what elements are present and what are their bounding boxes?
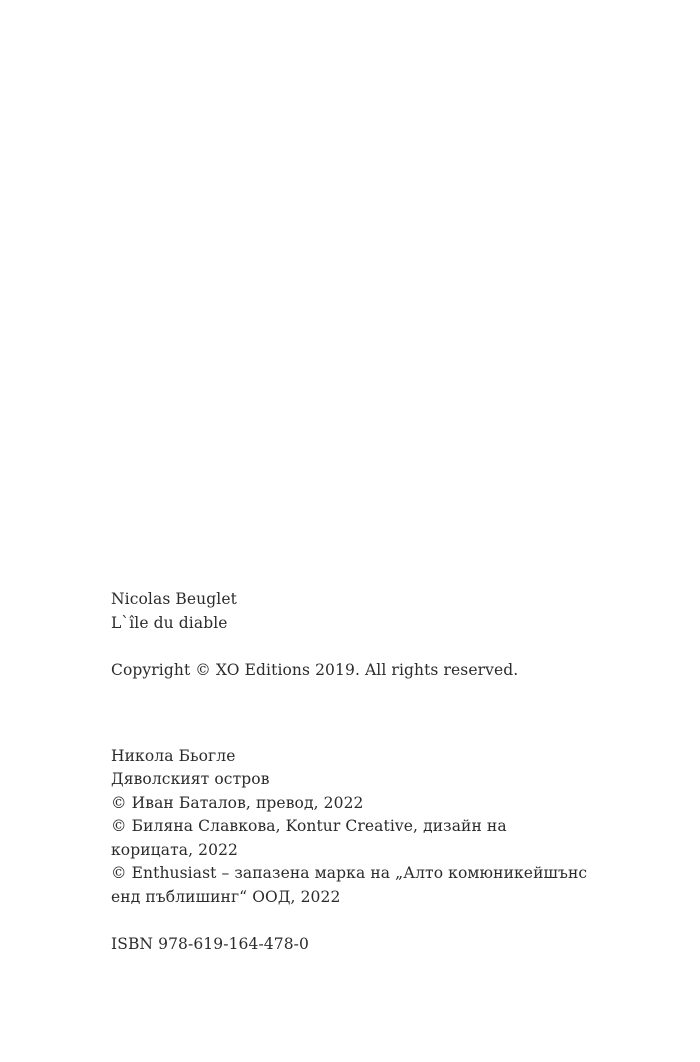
spacer — [111, 909, 671, 933]
original-author: Nicolas Beuglet — [111, 590, 237, 608]
spacer — [111, 683, 671, 745]
isbn-info — [111, 933, 671, 957]
publisher-credit-line-1: © Enthusiast – запазена марка на „Алто комюникейшънс — [111, 864, 588, 882]
publisher-credit-line-2: енд пъблишинг“ ООД, 2022 — [111, 887, 341, 906]
spacer — [111, 635, 671, 659]
translated-author: Никола Бьогле — [111, 746, 236, 765]
translation-edition-info — [111, 745, 671, 910]
translator-credit: © Иван Баталов, превод, 2022 — [111, 793, 364, 812]
isbn-number: ISBN 978-619-164-478-0 — [111, 935, 309, 953]
original-copyright: Copyright © XO Editions 2019. All rights reserved. — [111, 661, 519, 679]
original-edition-info — [111, 588, 671, 635]
cover-design-credit-line-2: корицата, 2022 — [111, 840, 238, 859]
imprint-block — [111, 588, 671, 957]
original-title: L`île du diable — [111, 613, 228, 632]
original-copyright-info — [111, 659, 671, 683]
translated-title: Дяволският остров — [111, 770, 270, 788]
cover-design-credit-line-1: © Биляна Славкова, Kontur Creative, дизайн на — [111, 817, 507, 835]
